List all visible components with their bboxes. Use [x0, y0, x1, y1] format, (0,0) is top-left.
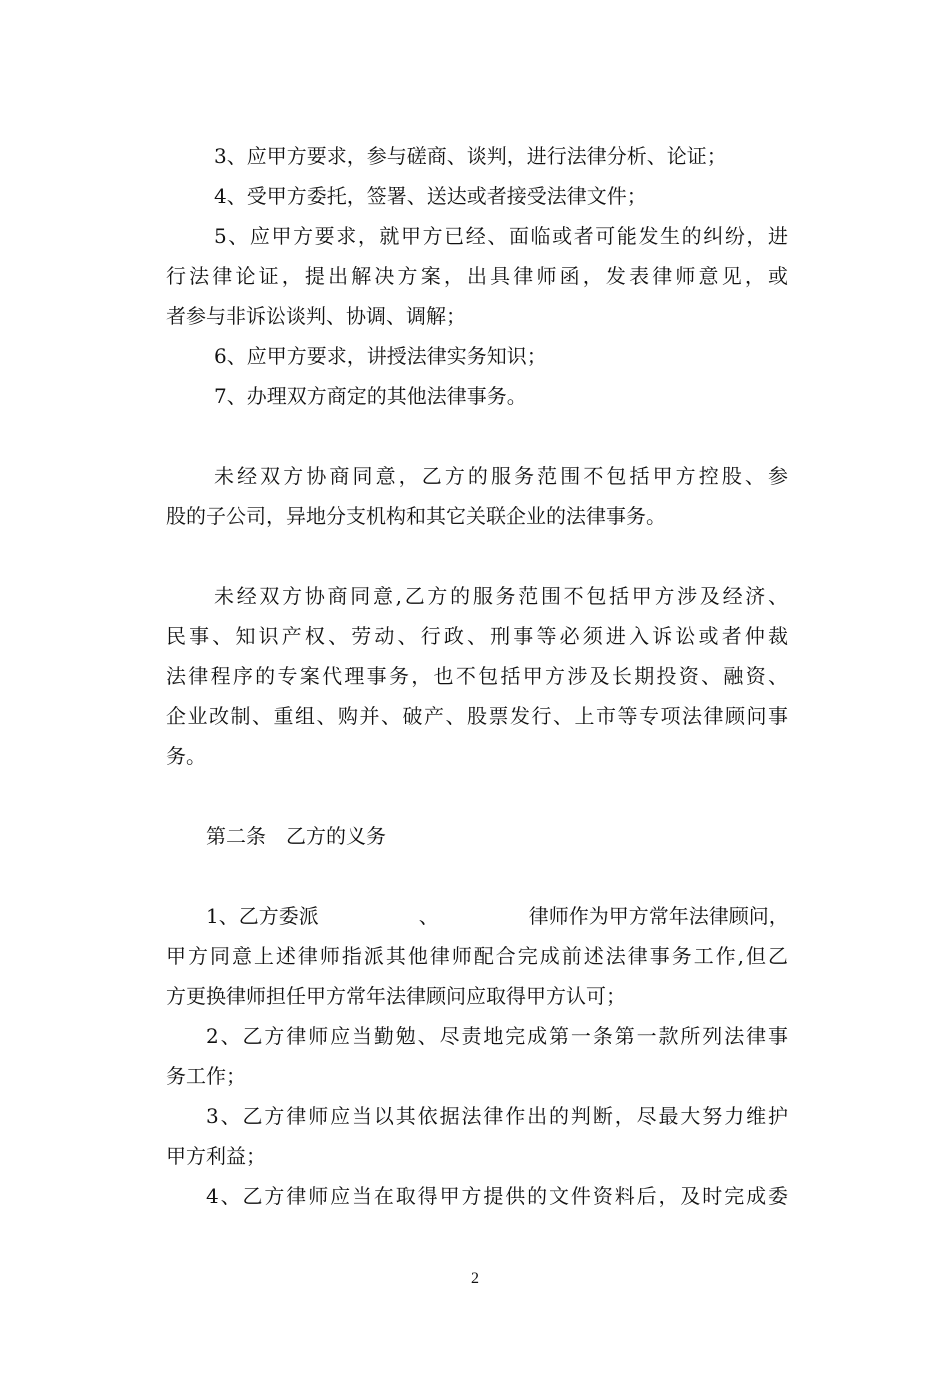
duty-1-line-2: 甲方同意上述律师指派其他律师配合完成前述法律事务工作,但乙 — [166, 944, 788, 968]
service-item-7: 7、办理双方商定的其他法律事务。 — [214, 384, 527, 408]
scope-exclusion-2-line-2: 民事、知识产权、劳动、行政、刑事等必须进入诉讼或者仲裁 — [166, 624, 788, 648]
service-item-3: 3、应甲方要求，参与磋商、谈判，进行法律分析、论证； — [214, 144, 727, 168]
service-item-5-line-2: 行法律论证，提出解决方案，出具律师函，发表律师意见，或 — [166, 264, 788, 288]
duty-3-line-2: 甲方利益； — [166, 1144, 266, 1168]
duty-2-line-2: 务工作； — [166, 1064, 246, 1088]
article-two-heading: 第二条 乙方的义务 — [206, 824, 386, 848]
duty-4-line-1: 4、乙方律师应当在取得甲方提供的文件资料后，及时完成委 — [206, 1184, 788, 1208]
scope-exclusion-2-line-5: 务。 — [166, 744, 206, 768]
scope-exclusion-1-line-1: 未经双方协商同意，乙方的服务范围不包括甲方控股、参 — [214, 464, 788, 488]
page-number: 2 — [471, 1270, 479, 1287]
duty-2-line-1: 2、乙方律师应当勤勉、尽责地完成第一条第一款所列法律事 — [206, 1024, 788, 1048]
service-item-6: 6、应甲方要求，讲授法律实务知识； — [214, 344, 547, 368]
service-item-4: 4、受甲方委托，签署、送达或者接受法律文件； — [214, 184, 647, 208]
duty-3-line-1: 3、乙方律师应当以其依据法律作出的判断，尽最大努力维护 — [206, 1104, 788, 1128]
service-item-5-line-1: 5、应甲方要求，就甲方已经、面临或者可能发生的纠纷，进 — [214, 224, 788, 248]
scope-exclusion-2-line-3: 法律程序的专案代理事务，也不包括甲方涉及长期投资、融资、 — [166, 664, 788, 688]
scope-exclusion-2-line-1: 未经双方协商同意,乙方的服务范围不包括甲方涉及经济、 — [214, 584, 788, 608]
scope-exclusion-1-line-2: 股的子公司，异地分支机构和其它关联企业的法律事务。 — [166, 504, 666, 528]
scope-exclusion-2-line-4: 企业改制、重组、购并、破产、股票发行、上市等专项法律顾问事 — [166, 704, 788, 728]
duty-1-line-3: 方更换律师担任甲方常年法律顾问应取得甲方认可； — [166, 984, 626, 1008]
service-item-5-line-3: 者参与非诉讼谈判、协调、调解； — [166, 304, 466, 328]
duty-1-line-1: 1、乙方委派 、 律师作为甲方常年法律顾问， — [206, 904, 789, 928]
